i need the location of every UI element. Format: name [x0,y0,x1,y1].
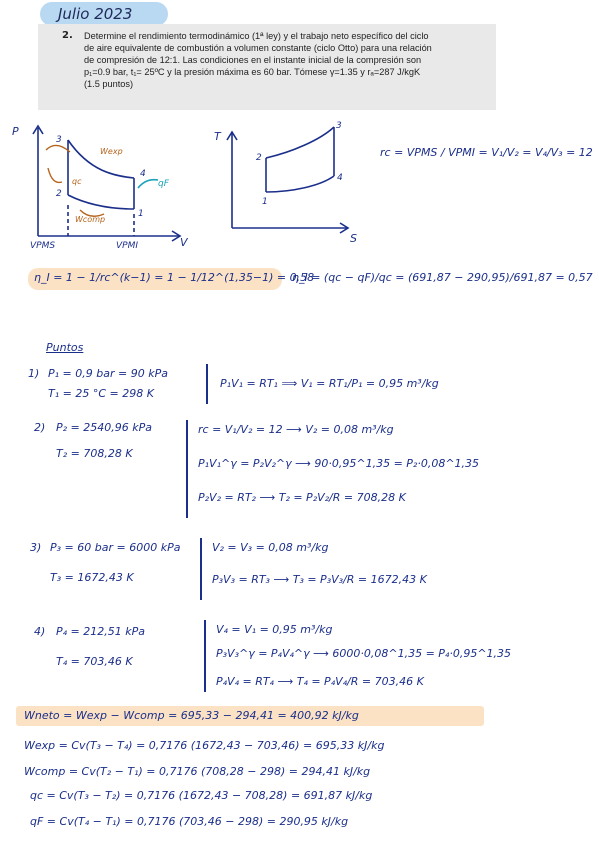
rc-equation: rc = VPMS / VPMI = V₁/V₂ = V₄/V₃ = 12 [380,146,593,159]
state-4-temperature: T₄ = 703,46 K [56,655,133,668]
divider [200,538,202,600]
pv-point-3: 3 [56,135,62,145]
ts-diagram [205,118,365,248]
pv-vpmi: VPMI [116,241,139,248]
ts-axis-t: T [214,130,221,143]
problem-text [84,30,488,90]
pv-axis-p: P [12,125,19,138]
wneto-equation: Wneto = Wexp − Wcomp = 695,33 − 294,41 = 400,92 kJ/kg [24,709,359,722]
state-4-eq-3: P₄V₄ = RT₄ ⟶ T₄ = P₄V₄/R = 703,46 K [216,675,424,688]
divider [206,364,208,404]
problem-line: Determine el rendimiento termodinámico (1ª ley) y el trabajo neto específico del ciclo [84,31,429,41]
state-3-eq-1: V₂ = V₃ = 0,08 m³/kg [212,541,329,554]
state-3-eq-2: P₃V₃ = RT₃ ⟶ T₃ = P₃V₃/R = 1672,43 K [212,573,427,586]
problem-number: 2. [62,30,73,41]
problem-line: p₁=0.9 bar, t₁= 25ºC y la presión máxima es 60 bar. Tómese γ=1.35 y rₐ=287 J/kgK [84,67,421,77]
pv-wcomp-label: Wcomp [75,215,106,224]
qc-equation: qc = Cv(T₃ − T₂) = 0,7176 (1672,43 − 708,28) = 691,87 kJ/kg [30,789,373,802]
state-2-temperature: T₂ = 708,28 K [56,447,133,460]
date-tag-text: Julio 2023 [58,5,133,23]
pv-axis-v: V [180,236,188,248]
state-1-label: 1) [28,367,40,380]
puntos-title: Puntos [46,341,84,354]
problem-line: de aire equivalente de combustión a volumen constante (ciclo Otto) para una relación [84,43,432,53]
state-2-eq-1: rc = V₁/V₂ = 12 ⟶ V₂ = 0,08 m³/kg [198,423,394,436]
pv-wexp-label: Wexp [100,147,123,156]
divider [186,420,188,518]
pv-qc-label: qc [72,177,82,186]
state-2-eq-3: P₂V₂ = RT₂ ⟶ T₂ = P₂V₂/R = 708,28 K [198,491,406,504]
state-2-pressure: P₂ = 2540,96 kPa [56,421,152,434]
date-tag [40,2,168,26]
pv-vpms: VPMS [30,241,56,248]
eta-equation-2: η_I = (qc − qF)/qc = (691,87 − 290,95)/691,87 = 0,57 [292,271,593,284]
ts-point-4: 4 [337,173,343,183]
eta-equation-1: η_I = 1 − 1/rc^(k−1) = 1 − 1/12^(1,35−1) = 0,58 [34,271,315,284]
pv-point-2: 2 [56,189,62,199]
divider [204,620,206,692]
state-1-pressure: P₁ = 0,9 bar = 90 kPa [48,367,168,380]
ts-point-2: 2 [256,153,262,163]
pv-diagram [0,118,200,248]
problem-statement [38,24,496,110]
state-2-label: 2) [34,421,46,434]
state-3-label: 3) [30,541,42,554]
qf-equation: qF = Cv(T₄ − T₁) = 0,7176 (703,46 − 298) = 290,95 kJ/kg [30,815,349,828]
ts-point-1: 1 [262,197,268,207]
state-3-pressure: P₃ = 60 bar = 6000 kPa [50,541,181,554]
state-4-eq-2: P₃V₃^γ = P₄V₄^γ ⟶ 6000·0,08^1,35 = P₄·0,95^1,35 [216,647,512,660]
ts-axis-s: S [350,232,357,245]
state-3-temperature: T₃ = 1672,43 K [50,571,134,584]
wcomp-equation: Wcomp = Cv(T₂ − T₁) = 0,7176 (708,28 − 298) = 294,41 kJ/kg [24,765,371,778]
pv-qf-label: qF [158,179,169,189]
problem-line: (1.5 puntos) [84,79,134,89]
state-4-eq-1: V₄ = V₁ = 0,95 m³/kg [216,623,333,636]
pv-point-4: 4 [140,169,146,179]
state-4-label: 4) [34,625,46,638]
state-1-eq: P₁V₁ = RT₁ ⟹ V₁ = RT₁/P₁ = 0,95 m³/kg [220,377,439,390]
state-4-pressure: P₄ = 212,51 kPa [56,625,145,638]
problem-line: de compresión de 12:1. Las condiciones en el instante inicial de la compresión son [84,55,422,65]
ts-point-3: 3 [336,121,342,131]
state-1-temperature: T₁ = 25 °C = 298 K [48,387,154,400]
pv-point-1: 1 [138,209,144,219]
wexp-equation: Wexp = Cv(T₃ − T₄) = 0,7176 (1672,43 − 703,46) = 695,33 kJ/kg [24,739,385,752]
state-2-eq-2: P₁V₁^γ = P₂V₂^γ ⟶ 90·0,95^1,35 = P₂·0,08^1,35 [198,457,480,470]
